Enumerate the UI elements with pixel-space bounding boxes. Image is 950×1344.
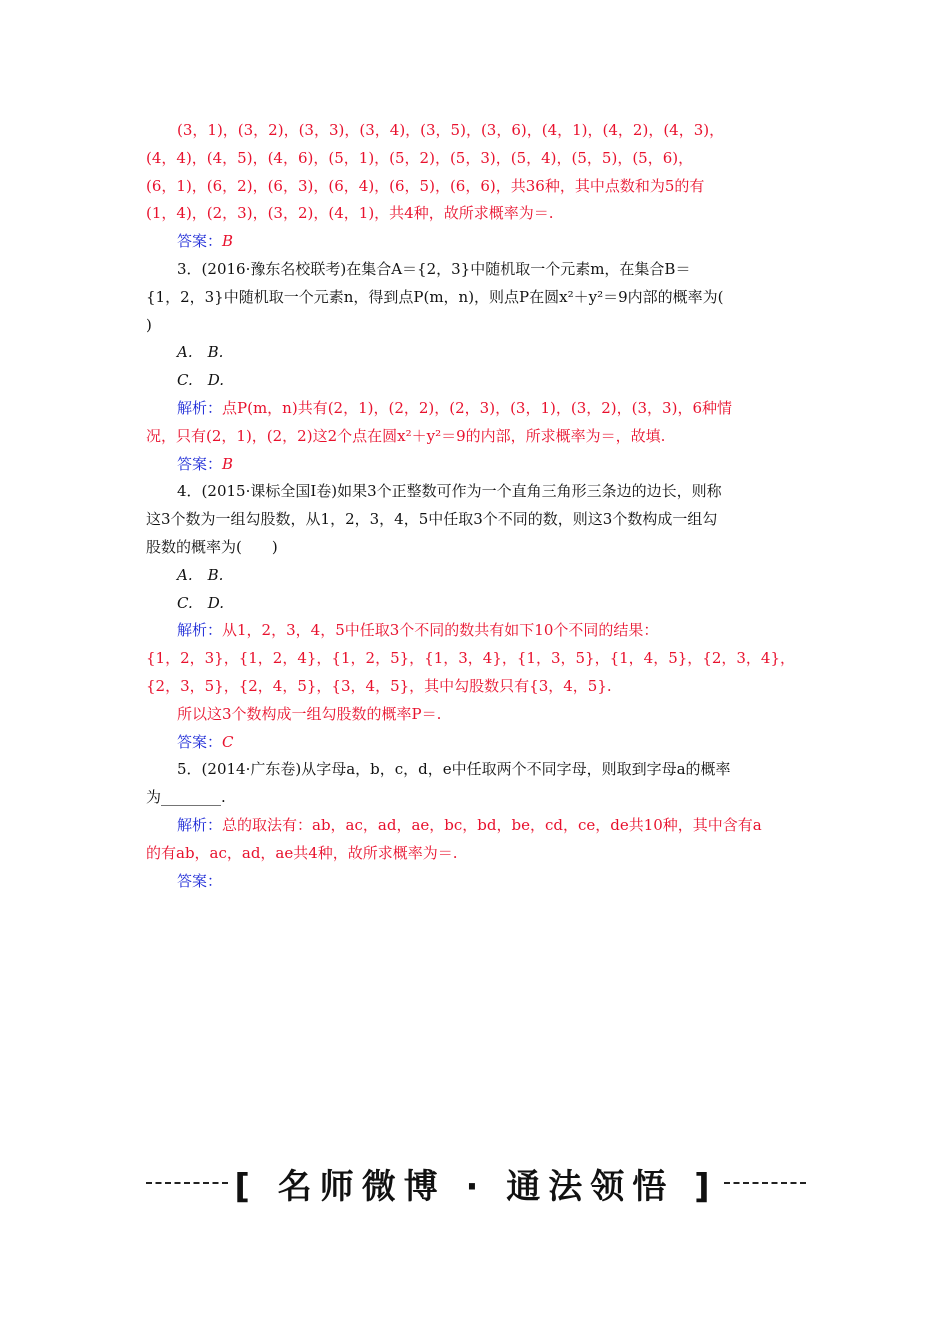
analysis-line: [146, 620, 837, 642]
text-line: {2，3，5}，{2，4，5}，{3，4，5}，其中勾股数只有{3，4，5}.: [146, 677, 612, 695]
analysis-label: 解析：: [177, 621, 223, 640]
section-banner: [146, 1160, 806, 1206]
answer-label: 答案：: [177, 871, 223, 890]
text-line: 的有ab，ac，ad，ae共4种，故所求概率为＝.: [146, 843, 458, 862]
answer-label: 答案：: [177, 454, 223, 473]
analysis-label: 解析：: [177, 399, 223, 417]
answer-label: 答案：: [177, 232, 223, 251]
banner-left-bracket: [: [234, 1166, 258, 1207]
text-line: (6，1)，(6，2)，(6，3)，(6，4)，(6，5)，(6，6)，共36种，其中点数和为5的有: [146, 176, 705, 195]
text-line: A. B.: [177, 343, 224, 362]
text-line: A. B.: [177, 565, 224, 584]
text-line: 3．(2016·豫东名校联考)在集合A＝{2，3}中随机取一个元素m，在集合B＝: [177, 260, 691, 278]
text-line: 5．(2014·广东卷)从字母a，b，c，d，e中任取两个不同字母，则取到字母a的概率: [177, 760, 731, 779]
answer-line: [146, 231, 837, 253]
text-line: (1，4)，(2，3)，(3，2)，(4，1)，共4种，故所求概率为＝.: [146, 204, 554, 223]
analysis-text: 总的取法有：ab，ac，ad，ae，bc，bd，be，cd，ce，de共10种，其中含有a: [222, 816, 762, 834]
text-line: 为________.: [146, 788, 226, 807]
analysis-label: 解析：: [177, 816, 223, 834]
banner-right-bracket: ]: [694, 1166, 718, 1207]
text-line: {1，2，3}中随机取一个元素n，得到点P(m，n)，则点P在圆x²＋y²＝9内部的概率为(: [146, 287, 724, 306]
text-line: {1，2，3}，{1，2，4}，{1，2，5}，{1，3，4}，{1，3，5}，{1，4，5}，{2，3，4}，: [146, 649, 796, 668]
answer-line: [146, 454, 837, 476]
analysis-text: 从1，2，3，4，5中任取3个不同的数共有如下10个不同的结果：: [222, 621, 659, 640]
analysis-line: [146, 398, 837, 420]
answer-label: 答案：: [177, 732, 223, 751]
banner-title-text: 名师微博 · 通法领悟: [277, 1166, 675, 1207]
answer-value: B: [222, 232, 234, 251]
text-line: (3，1)，(3，2)，(3，3)，(3，4)，(3，5)，(3，6)，(4，1)，(4，2)，(4，3)，: [177, 121, 725, 139]
analysis-line: [146, 815, 837, 837]
banner-title: [228, 1159, 723, 1208]
text-line: C. D.: [177, 593, 224, 612]
text-line: 4．(2015·课标全国Ⅰ卷)如果3个正整数可作为一个直角三角形三条边的边长，则称: [177, 482, 722, 501]
text-line: 股数的概率为( ): [146, 538, 278, 556]
analysis-text: 点P(m，n)共有(2，1)，(2，2)，(2，3)，(3，1)，(3，2)，(3，3)，6种情: [222, 399, 732, 417]
answer-value: B: [222, 454, 234, 473]
answer-line: [146, 732, 837, 754]
answer-value: C: [222, 732, 234, 751]
text-line: (4，4)，(4，5)，(4，6)，(5，1)，(5，2)，(5，3)，(5，4)，(5，5)，(5，6)，: [146, 148, 694, 167]
banner-dash-left: [146, 1182, 228, 1184]
banner-dash-right: [724, 1182, 806, 1184]
text-line: 所以这3个数构成一组勾股数的概率P＝.: [177, 704, 442, 723]
text-line: C. D.: [177, 371, 224, 390]
text-line: 这3个数为一组勾股数，从1，2，3，4，5中任取3个不同的数，则这3个数构成一组勾: [146, 510, 718, 529]
text-line: ): [146, 315, 152, 334]
text-line: 况，只有(2，1)，(2，2)这2个点在圆x²＋y²＝9的内部，所求概率为＝，故填.: [146, 426, 666, 445]
answer-line: [146, 871, 837, 893]
